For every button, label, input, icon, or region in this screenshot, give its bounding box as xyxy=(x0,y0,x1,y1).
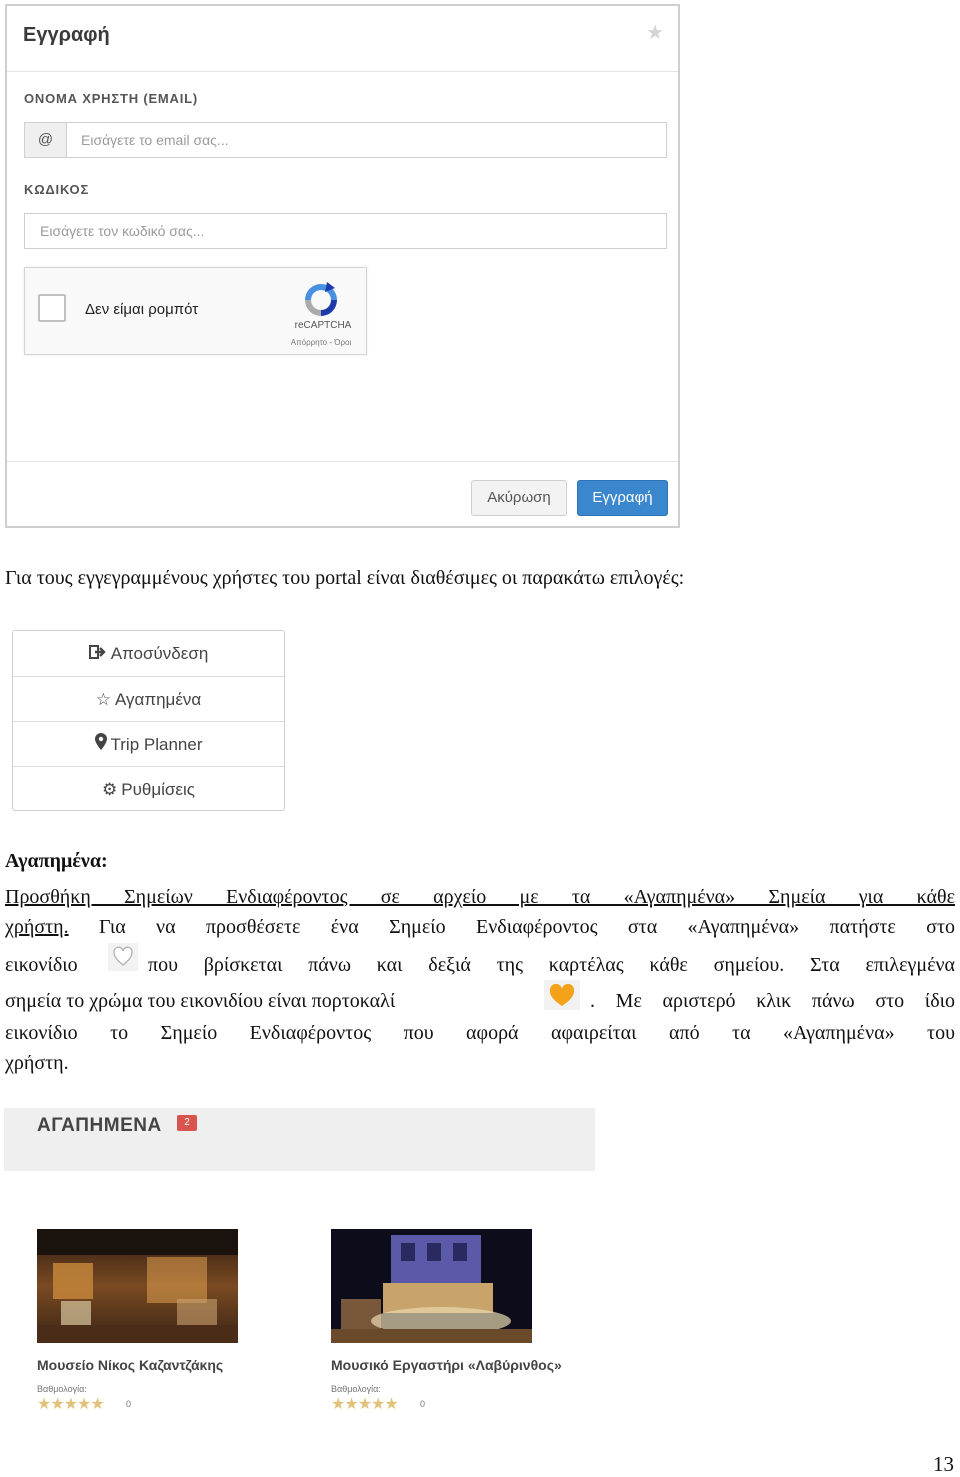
email-field[interactable] xyxy=(24,122,667,158)
gear-icon: ⚙ xyxy=(102,780,118,800)
favorites-text-line-4a: σημεία το χρώμα του εικονιδίου είναι πορτοκαλί xyxy=(5,990,396,1012)
favorites-text-line-2-rest: Για να προσθέσετε ένα Σημείο Ενδιαφέροντος στα «Αγαπημένα» πατήστε στο xyxy=(98,916,955,938)
card-title[interactable]: Μουσείο Νίκος Καζαντζάκης xyxy=(37,1357,224,1373)
captcha-brand: reCAPTCHA xyxy=(294,320,352,331)
captcha-checkbox[interactable] xyxy=(38,294,66,322)
rating-stars-icon: ★★★★★ xyxy=(37,1394,104,1413)
favorites-text-line-5: εικονίδιο το Σημείο Ενδιαφέροντος που αφορά αφαιρείται από τα «Αγαπημένα» του xyxy=(5,1022,955,1044)
favorites-text-line-1: Προσθήκη Σημείων Ενδιαφέροντος σε αρχείο με τα «Αγαπημένα» Σημεία για κάθε xyxy=(5,886,955,908)
rating-label: Βαθμολογία: xyxy=(37,1384,87,1394)
map-marker-icon xyxy=(95,733,107,750)
recaptcha-logo-icon xyxy=(301,280,341,320)
email-placeholder: Εισάγετε το email σας... xyxy=(81,132,229,148)
rating-count: 0 xyxy=(420,1399,426,1409)
heart-filled-orange-icon xyxy=(544,980,580,1010)
star-icon: ☆ xyxy=(95,690,111,710)
modal-title: Εγγραφή xyxy=(23,24,110,46)
captcha-label: Δεν είμαι ρομπότ xyxy=(85,301,199,318)
cancel-button[interactable]: Ακύρωση xyxy=(471,480,567,516)
footer-divider xyxy=(7,461,678,462)
heart-outline-icon xyxy=(108,943,138,971)
user-menu xyxy=(12,630,285,811)
menu-item-settings[interactable] xyxy=(13,766,284,812)
rating-label: Βαθμολογία: xyxy=(331,1384,381,1394)
music-workshop-image[interactable] xyxy=(331,1229,532,1343)
favorites-text-line-3a: εικονίδιο xyxy=(5,954,78,976)
password-placeholder: Εισάγετε τον κωδικό σας... xyxy=(40,223,205,239)
rating-count: 0 xyxy=(126,1399,132,1409)
menu-item-logout[interactable] xyxy=(13,631,284,676)
recaptcha-widget xyxy=(24,267,367,355)
favorites-count-badge: 2 xyxy=(177,1115,197,1131)
favorites-text-line-6: χρήστη. xyxy=(5,1052,69,1074)
intro-text: Για τους εγγεγραμμένους χρήστες του portal είναι διαθέσιμες οι παρακάτω επιλογές: xyxy=(5,567,685,589)
header-divider xyxy=(7,71,678,72)
menu-label-trip-planner: Trip Planner xyxy=(110,735,203,754)
rating-stars-icon: ★★★★★ xyxy=(331,1394,398,1413)
registration-modal xyxy=(5,4,680,528)
password-label: ΚΩΔΙΚΟΣ xyxy=(24,182,90,197)
favorites-heading: Αγαπημένα: xyxy=(5,850,108,872)
menu-label-settings: Ρυθμίσεις xyxy=(121,780,195,799)
favorites-text-underlined: χρήστη. xyxy=(5,916,69,938)
page-number: 13 xyxy=(933,1452,954,1476)
menu-item-trip-planner[interactable] xyxy=(13,721,284,767)
favorites-panel-title: ΑΓΑΠΗΜΕΝΑ xyxy=(37,1115,162,1136)
at-icon: @ xyxy=(25,123,67,157)
favorites-text-line-3b: που βρίσκεται πάνω και δεξιά της καρτέλας κάθε σημείου. Στα επιλεγμένα xyxy=(148,954,955,976)
favorites-panel-header xyxy=(4,1108,595,1171)
password-field[interactable] xyxy=(24,213,667,249)
menu-label-logout: Αποσύνδεση xyxy=(110,644,209,663)
email-label: ΟΝΟΜΑ ΧΡΗΣΤΗ (EMAIL) xyxy=(24,91,199,106)
register-button[interactable]: Εγγραφή xyxy=(577,480,668,516)
card-title[interactable]: Μουσικό Εργαστήρι «Λαβύρινθος» xyxy=(331,1357,562,1373)
captcha-terms-link[interactable]: Απόρρητο - Όροι xyxy=(290,338,352,347)
favorites-text-line-4b: . Με αριστερό κλικ πάνω στο ίδιο xyxy=(590,990,955,1012)
museum-image[interactable] xyxy=(37,1229,238,1343)
menu-item-favorites[interactable] xyxy=(13,676,284,722)
logout-icon xyxy=(89,645,107,659)
menu-label-favorites: Αγαπημένα xyxy=(115,690,202,709)
close-star-icon[interactable]: ★ xyxy=(646,22,664,44)
favorites-text-line-2 xyxy=(5,917,955,937)
